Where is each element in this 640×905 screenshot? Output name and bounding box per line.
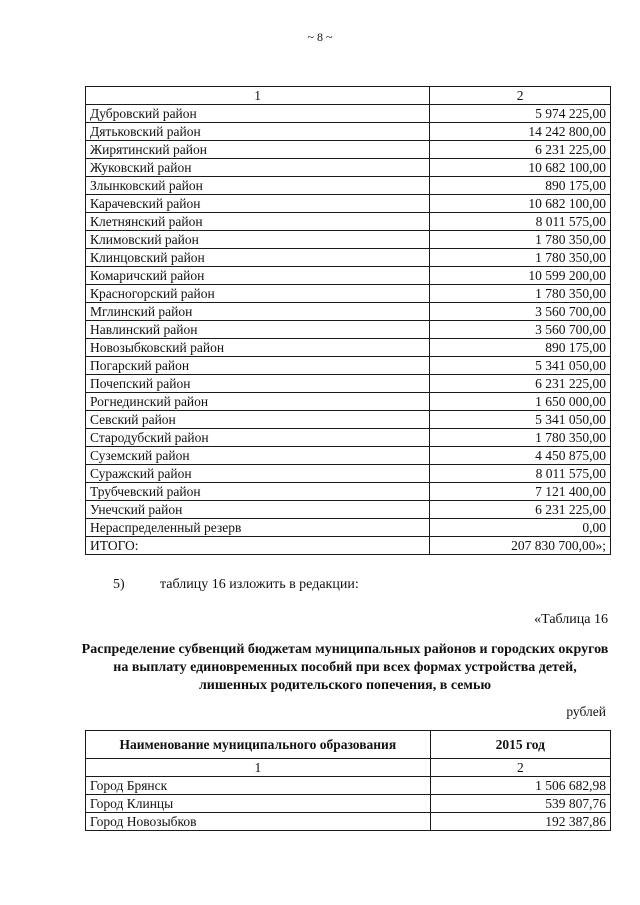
page-number: ~ 8 ~ xyxy=(307,30,333,44)
subventions-table-16 xyxy=(85,730,611,831)
table-row xyxy=(86,195,611,213)
subvention-amount: 10 599 200,00 xyxy=(430,267,611,285)
municipality-name: Рогнединский район xyxy=(86,393,430,411)
subvention-amount: 1 780 350,00 xyxy=(430,231,611,249)
municipality-name: Клетнянский район xyxy=(86,213,430,231)
table-row xyxy=(86,447,611,465)
table-row xyxy=(86,339,611,357)
table1-header-col1: 1 xyxy=(86,87,430,105)
municipality-name: Навлинский район xyxy=(86,321,430,339)
table-row xyxy=(86,813,611,831)
subvention-amount: 14 242 800,00 xyxy=(430,123,611,141)
subvention-amount: 6 231 225,00 xyxy=(430,141,611,159)
municipality-name: Город Брянск xyxy=(86,777,431,795)
municipality-name: Новозыбковский район xyxy=(86,339,430,357)
table-row xyxy=(86,213,611,231)
municipality-name: Клинцовский район xyxy=(86,249,430,267)
subvention-amount: 8 011 575,00 xyxy=(430,213,611,231)
subvention-amount: 6 231 225,00 xyxy=(430,375,611,393)
amendment-item-text: таблицу 16 изложить в редакции: xyxy=(160,577,359,592)
table-row xyxy=(86,231,611,249)
table2-header-col2: 2 xyxy=(430,759,610,777)
table-label: «Таблица 16 xyxy=(534,612,608,627)
subvention-amount: 0,00 xyxy=(430,519,611,537)
subvention-amount: 890 175,00 xyxy=(430,177,611,195)
municipality-name: Почепский район xyxy=(86,375,430,393)
table-row xyxy=(86,303,611,321)
table2-column-header-row xyxy=(86,731,611,759)
table-row xyxy=(86,501,611,519)
table-row xyxy=(86,483,611,501)
subvention-amount: 1 650 000,00 xyxy=(430,393,611,411)
table-row xyxy=(86,795,611,813)
municipality-name: Злынковский район xyxy=(86,177,430,195)
municipality-name: Жуковский район xyxy=(86,159,430,177)
table-row xyxy=(86,777,611,795)
subvention-amount: 3 560 700,00 xyxy=(430,303,611,321)
subvention-amount: 1 780 350,00 xyxy=(430,249,611,267)
subventions-table-continued xyxy=(85,86,611,555)
municipality-name: ИТОГО: xyxy=(86,537,430,555)
amendment-item-number: 5) xyxy=(113,577,125,592)
municipality-name: Комаричский район xyxy=(86,267,430,285)
subvention-amount: 207 830 700,00»; xyxy=(430,537,611,555)
table-heading: Распределение субвенций бюджетам муниципальных районов и городских округов на выплату единовременных пособий при всех формах устройства детей, лишенных родительского попечения, в семью xyxy=(81,642,609,693)
municipality-name: Нераспределенный резерв xyxy=(86,519,430,537)
table-row xyxy=(86,357,611,375)
subvention-amount: 5 974 225,00 xyxy=(430,105,611,123)
municipality-name: Дубровский район xyxy=(86,105,430,123)
subvention-amount: 10 682 100,00 xyxy=(430,159,611,177)
subvention-amount: 5 341 050,00 xyxy=(430,357,611,375)
table-row xyxy=(86,105,611,123)
table-row xyxy=(86,537,611,555)
subvention-amount: 3 560 700,00 xyxy=(430,321,611,339)
units-label: рублей xyxy=(566,704,606,719)
table-row xyxy=(86,141,611,159)
amendment-item xyxy=(113,577,359,593)
table-row xyxy=(86,393,611,411)
table-row xyxy=(86,177,611,195)
municipality-name: Погарский район xyxy=(86,357,430,375)
subvention-amount: 890 175,00 xyxy=(430,339,611,357)
table2-header-col1: 1 xyxy=(86,759,431,777)
municipality-name: Суземский район xyxy=(86,447,430,465)
municipality-name: Севский район xyxy=(86,411,430,429)
table-row xyxy=(86,411,611,429)
table-row xyxy=(86,249,611,267)
table-row xyxy=(86,465,611,483)
table-row xyxy=(86,123,611,141)
municipality-name: Суражский район xyxy=(86,465,430,483)
municipality-name: Жирятинский район xyxy=(86,141,430,159)
subvention-amount: 1 780 350,00 xyxy=(430,285,611,303)
subvention-amount: 1 506 682,98 xyxy=(430,777,610,795)
table-row xyxy=(86,285,611,303)
table2-column-year: 2015 год xyxy=(430,731,610,759)
table-row xyxy=(86,519,611,537)
table-row xyxy=(86,429,611,447)
table1-header-col2: 2 xyxy=(430,87,611,105)
municipality-name: Трубчевский район xyxy=(86,483,430,501)
subvention-amount: 539 807,76 xyxy=(430,795,610,813)
subvention-amount: 7 121 400,00 xyxy=(430,483,611,501)
table-row xyxy=(86,159,611,177)
subvention-amount: 4 450 875,00 xyxy=(430,447,611,465)
table2-number-row xyxy=(86,759,611,777)
municipality-name: Город Новозыбков xyxy=(86,813,431,831)
municipality-name: Красногорский район xyxy=(86,285,430,303)
subvention-amount: 8 011 575,00 xyxy=(430,465,611,483)
table2-column-name: Наименование муниципального образования xyxy=(86,731,431,759)
municipality-name: Унечский район xyxy=(86,501,430,519)
table-row xyxy=(86,267,611,285)
subvention-amount: 192 387,86 xyxy=(430,813,610,831)
table-row xyxy=(86,375,611,393)
municipality-name: Дятьковский район xyxy=(86,123,430,141)
municipality-name: Мглинский район xyxy=(86,303,430,321)
municipality-name: Город Клинцы xyxy=(86,795,431,813)
table2-body xyxy=(86,731,611,831)
municipality-name: Карачевский район xyxy=(86,195,430,213)
subvention-amount: 1 780 350,00 xyxy=(430,429,611,447)
table1-header-row xyxy=(86,87,611,105)
table-row xyxy=(86,321,611,339)
municipality-name: Стародубский район xyxy=(86,429,430,447)
subvention-amount: 10 682 100,00 xyxy=(430,195,611,213)
subvention-amount: 5 341 050,00 xyxy=(430,411,611,429)
table1-body xyxy=(86,87,611,555)
municipality-name: Климовский район xyxy=(86,231,430,249)
subvention-amount: 6 231 225,00 xyxy=(430,501,611,519)
